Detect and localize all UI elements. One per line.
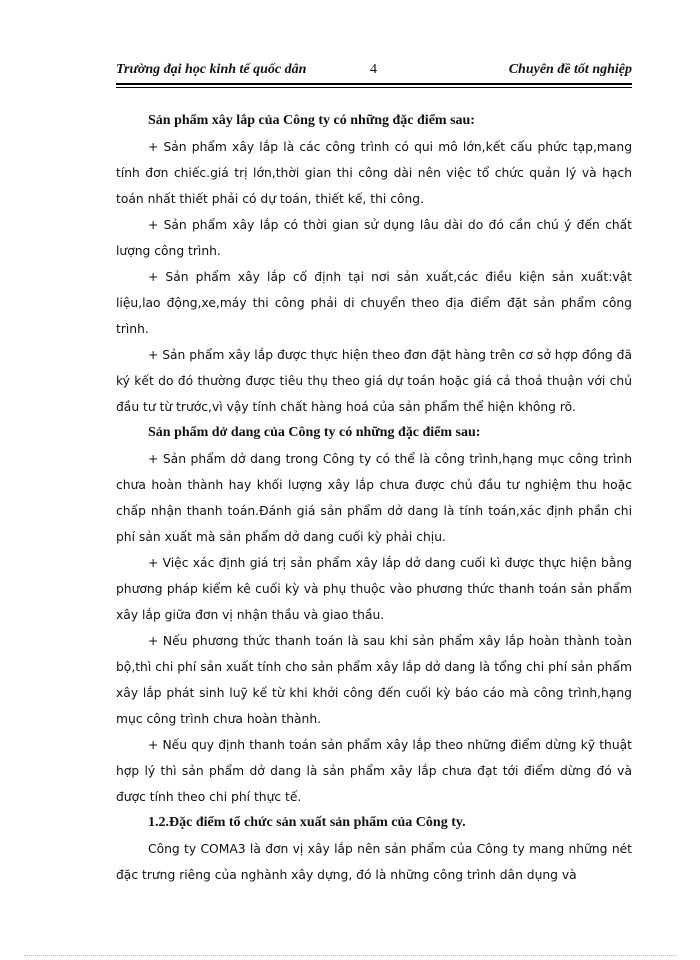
paragraph: + Sản phẩm xây lắp cố định tại nơi sản xuất,các điều kiện sản xuất:vật liệu,lao động,xe,máy thi công phải di chuyển theo địa điểm đặt sản phẩm công trình. xyxy=(116,270,632,336)
header-document-type: Chuyên đề tốt nghiệp xyxy=(508,62,632,77)
paragraph: + Sản phẩm xây lắp là các công trình có qui mô lớn,kết cấu phức tạp,mang tính đơn chiếc.giá trị lớn,thời gian thi công dài nên việc tổ chức quản lý và hạch toán nhất thiết phải có dự toán, thiết kế, thi công. xyxy=(116,140,632,206)
section-heading-1-2: 1.2.Đặc điểm tổ chức sản xuất sản phẩm của Công ty. xyxy=(148,815,466,830)
paragraph: + Nếu phương thức thanh toán là sau khi sản phẩm xây lắp hoàn thành toàn bộ,thì chi phí sản xuất tính cho sản phẩm xây lắp dở dang là tổng chi phí sản phẩm xây lắp phát sinh luỹ kế từ khi khởi công đến cuối kỳ báo cáo mà công trình,hạng mục công trình chưa hoàn thành. xyxy=(116,634,632,726)
header-university: Trường đại học kinh tế quốc dân xyxy=(116,62,307,77)
header-rule-thick xyxy=(116,83,632,85)
document-body xyxy=(116,108,632,888)
page-header xyxy=(116,62,632,84)
paragraph: + Nếu quy định thanh toán sản phẩm xây lắp theo những điểm dừng kỹ thuật hợp lý thì sản phẩm dở dang là sản phẩm xây lắp chưa đạt tới điểm dừng đó và được tính theo chi phí thực tế. xyxy=(116,738,632,804)
paragraph: + Sản phẩm dở dang trong Công ty có thể là công trình,hạng mục công trình chưa hoàn thành hay khối lượng xây lắp chưa được chủ đầu tư nghiệm thu hoặc chấp nhận thanh toán.Đánh giá sản phẩm dở dang là tính toán,xác định phần chi phí sản xuất mà sản phẩm dở dang cuối kỳ phải chịu. xyxy=(116,452,632,544)
page-bottom-divider xyxy=(24,955,676,956)
section-heading-construction-products: Sản phẩm xây lắp của Công ty có những đặc điểm sau: xyxy=(148,113,475,128)
paragraph: + Sản phẩm xây lắp được thực hiện theo đơn đặt hàng trên cơ sở hợp đồng đã ký kết do đó thường được tiêu thụ theo giá dự toán hoặc giá cả thoả thuận với chủ đầu tư từ trước,vì vậy tính chất hàng hoá của sản phẩm thể hiện không rõ. xyxy=(116,348,632,414)
paragraph: Công ty COMA3 là đơn vị xây lắp nên sản phẩm của Công ty mang những nét đặc trưng riêng của nghành xây dựng, đó là những công trình dân dụng và xyxy=(116,842,632,882)
paragraph: + Sản phẩm xây lắp có thời gian sử dụng lâu dài do đó cần chú ý đến chất lượng công trình. xyxy=(116,218,632,258)
header-rule-thin xyxy=(116,87,632,88)
section-heading-unfinished-products: Sản phẩm dở dang của Công ty có những đặc điểm sau: xyxy=(148,425,481,440)
page-number: 4 xyxy=(370,62,377,77)
paragraph: + Việc xác định giá trị sản phẩm xây lắp dở dang cuối kì được thực hiện bằng phương pháp kiểm kê cuối kỳ và phụ thuộc vào phương thức thanh toán sản phẩm xây lắp giữa đơn vị nhận thầu và giao thầu. xyxy=(116,556,632,622)
